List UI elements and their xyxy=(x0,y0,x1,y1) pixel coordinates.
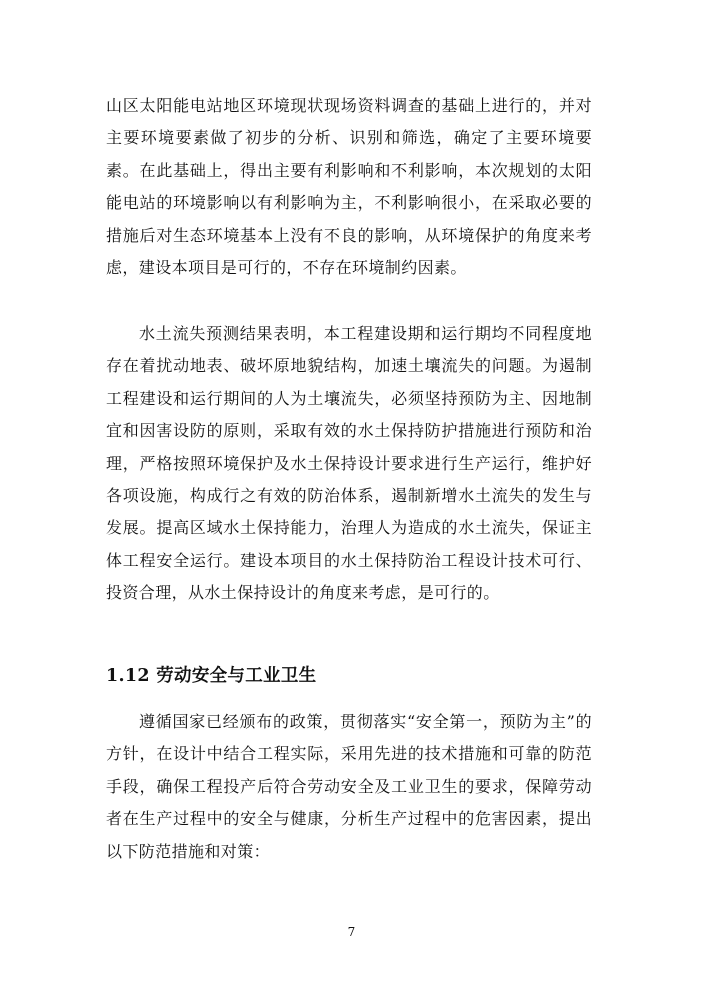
paragraph-labor-safety: 遵循国家已经颁布的政策，贯彻落实“安全第一，预防为主”的方针，在设计中结合工程实际，采用先进的技术措施和可靠的防范手段，确保工程投产后符合劳动安全及工业卫生的要求，保障劳动者在生产过程中的安全与健康，分析生产过程中的危害因素，提出以下防范措施和对策： xyxy=(106,712,592,861)
paragraph-soil-erosion: 水土流失预测结果表明，本工程建设期和运行期均不同程度地存在着扰动地表、破坏原地貌结构，加速土壤流失的问题。为遏制工程建设和运行期间的人为土壤流失，必须坚持预防为主、因地制宜和因害设防的原则，采取有效的水土保持防护措施进行预防和治理，严格按照环境保护及水土保持设计要求进行生产运行，维护好各项设施，构成行之有效的防治体系，遏制新增水土流失的发生与发展。提高区域水土保持能力，治理人为造成的水土流失，保证主体工程安全运行。建设本项目的水土保持防治工程设计技术可行、投资合理，从水土保持设计的角度来考虑，是可行的。 xyxy=(106,324,592,603)
paragraph-environment-conclusion: 山区太阳能电站地区环境现状现场资料调查的基础上进行的，并对主要环境要素做了初步的分析、识别和筛选，确定了主要环境要素。在此基础上，得出主要有利影响和不利影响，本次规划的太阳能电站的环境影响以有利影响为主，不利影响很小，在采取必要的措施后对生态环境基本上没有不良的影响，从环境保护的角度来考虑，建设本项目是可行的，不存在环境制约因素。 xyxy=(106,96,592,278)
page-number: 7 xyxy=(347,925,356,939)
section-heading: 1.12 劳动安全与工业卫生 xyxy=(106,666,317,686)
